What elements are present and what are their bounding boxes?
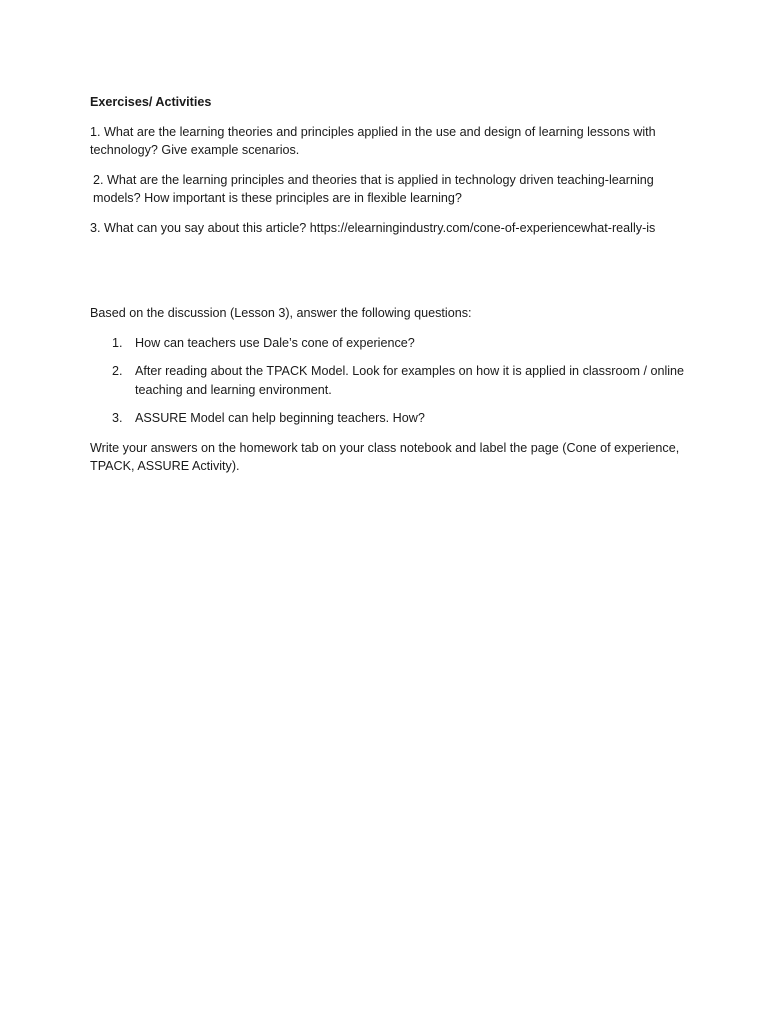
list-item-number: 2. [112, 364, 123, 378]
page-heading: Exercises/ Activities [90, 95, 212, 109]
list-item [90, 409, 690, 428]
list-item-text: After reading about the TPACK Model. Look for examples on how it is applied in classroom / online teaching and learning environment. [135, 364, 685, 397]
question-2: 2. What are the learning principles and theories that is applied in technology driven teaching-learning models? How important is these principles are in flexible learning? [93, 172, 654, 205]
list-item-number: 1. [112, 335, 123, 350]
list-item-text: How can teachers use Dale’s cone of experience? [135, 335, 415, 350]
question-1: 1. What are the learning theories and principles applied in the use and design of learning lessons with technology? Give example scenarios. [90, 124, 656, 157]
discussion-intro: Based on the discussion (Lesson 3), answer the following questions: [90, 306, 472, 320]
list-item [90, 334, 690, 353]
list-item-text: ASSURE Model can help beginning teachers. How? [135, 411, 425, 425]
question-3: 3. What can you say about this article? https://elearningindustry.com/cone-of-experiencewhat-really-is [90, 220, 656, 235]
discussion-question-list [90, 334, 690, 428]
list-item-number: 3. [112, 411, 123, 425]
closing-instructions: Write your answers on the homework tab on your class notebook and label the page (Cone of experience, TPACK, ASSURE Activity). [90, 440, 680, 473]
document-page [90, 93, 690, 487]
list-item [90, 362, 690, 399]
section-spacer [90, 248, 690, 304]
